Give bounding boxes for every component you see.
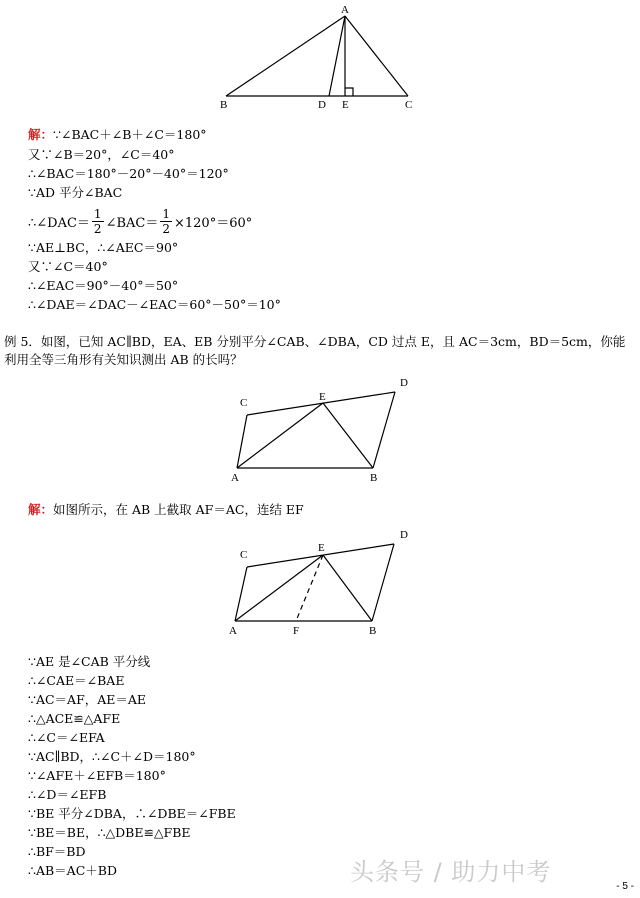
example-5-text: 例 5．如图，已知 AC∥BD，EA、EB 分别平分∠CAB、∠DBA，CD 过点 E，且 AC＝3cm，BD＝5cm，你能利用全等三角形有关知识测出 AB 的长吗？ bbox=[4, 334, 626, 367]
segment-ae bbox=[237, 403, 323, 468]
label-a: A bbox=[231, 472, 239, 484]
page-number: - 5 - bbox=[616, 881, 634, 892]
figure-2-quadrilateral bbox=[0, 372, 640, 487]
side-bd bbox=[372, 544, 394, 621]
proof-line-1: ∵AE 是∠CAB 平分线 bbox=[28, 654, 151, 669]
solution-1-line-8: ∴∠DAE＝∠DAC－∠EAC＝60°－50°＝10° bbox=[28, 297, 281, 312]
proof-line-9: ∵BE 平分∠DBA，∴∠DBE＝∠FBE bbox=[28, 806, 236, 821]
solution-1-line-1: 解：∵∠BAC＋∠B＋∠C＝180° bbox=[28, 127, 207, 142]
fraction-half-2: $\frac{1}{2}$ bbox=[162, 206, 170, 236]
side-ac bbox=[345, 16, 408, 96]
proof-line-7: ∵∠AFE＋∠EFB＝180° bbox=[28, 768, 166, 783]
proof-line-2: ∴∠CAE＝∠BAE bbox=[28, 673, 125, 688]
right-angle-mark bbox=[345, 88, 353, 96]
label-d: D bbox=[400, 529, 408, 541]
solution-2-intro: 解：如图所示，在 AB 上截取 AF＝AC，连结 EF bbox=[28, 502, 304, 517]
solution-1-line-6: 又∵∠C＝40° bbox=[28, 259, 108, 274]
side-bd bbox=[373, 392, 395, 468]
label-b: B bbox=[220, 99, 228, 111]
segment-eb bbox=[323, 403, 373, 468]
solution-prefix: 解： bbox=[28, 502, 54, 517]
label-c: C bbox=[240, 549, 248, 561]
proof-line-3: ∵AC＝AF，AE＝AE bbox=[28, 692, 147, 707]
fraction-half-1: $\frac{1}{2}$ bbox=[93, 206, 102, 236]
solution-1-line-2: 又∵∠B＝20°，∠C＝40° bbox=[28, 147, 175, 162]
label-b: B bbox=[370, 472, 378, 484]
label-b: B bbox=[369, 625, 377, 637]
solution-1-line-7: ∴∠EAC＝90°－40°＝50° bbox=[28, 278, 179, 293]
proof-line-6: ∵AC∥BD，∴∠C＋∠D＝180° bbox=[28, 749, 196, 764]
segment-ad bbox=[329, 16, 345, 96]
label-e: E bbox=[342, 99, 349, 111]
proof-line-10: ∵BE＝BE，∴△DBE≌△FBE bbox=[28, 825, 191, 840]
proof-line-4: ∴△ACE≌△AFE bbox=[28, 711, 121, 726]
label-e: E bbox=[318, 542, 325, 554]
proof-line-11: ∴BF＝BD bbox=[28, 844, 86, 859]
side-ab bbox=[226, 16, 345, 96]
solution-1-line-5: ∵AE⊥BC，∴∠AEC＝90° bbox=[28, 240, 179, 255]
label-a: A bbox=[229, 625, 237, 637]
label-d: D bbox=[318, 99, 326, 111]
label-f: F bbox=[293, 625, 300, 637]
watermark: 头条号 / 助力中考 bbox=[350, 858, 552, 886]
segment-ae bbox=[235, 555, 323, 621]
solution-1-line-4: ∵AD 平分∠BAC bbox=[28, 185, 123, 200]
proof-line-8: ∴∠D＝∠EFB bbox=[28, 787, 107, 802]
label-c: C bbox=[405, 99, 413, 111]
segment-eb bbox=[323, 555, 372, 621]
figure-3-construction bbox=[0, 525, 640, 640]
label-e: E bbox=[319, 391, 326, 403]
proof-line-5: ∴∠C＝∠EFA bbox=[28, 730, 105, 745]
solution-1-line-3: ∴∠BAC＝180°－20°－40°＝120° bbox=[28, 166, 229, 181]
solution-prefix: 解： bbox=[28, 127, 54, 142]
label-d: D bbox=[400, 377, 408, 389]
proof-line-12: ∴AB＝AC＋BD bbox=[28, 863, 117, 878]
label-c: C bbox=[240, 397, 248, 409]
figure-1-triangle bbox=[0, 0, 640, 115]
fraction-line: ∴∠DAC＝ $\frac{1}{2}$ ∠BAC＝ $\frac{1}{2}$ ×120°＝60° bbox=[28, 206, 253, 236]
side-ca bbox=[237, 415, 247, 468]
label-a: A bbox=[341, 4, 349, 16]
